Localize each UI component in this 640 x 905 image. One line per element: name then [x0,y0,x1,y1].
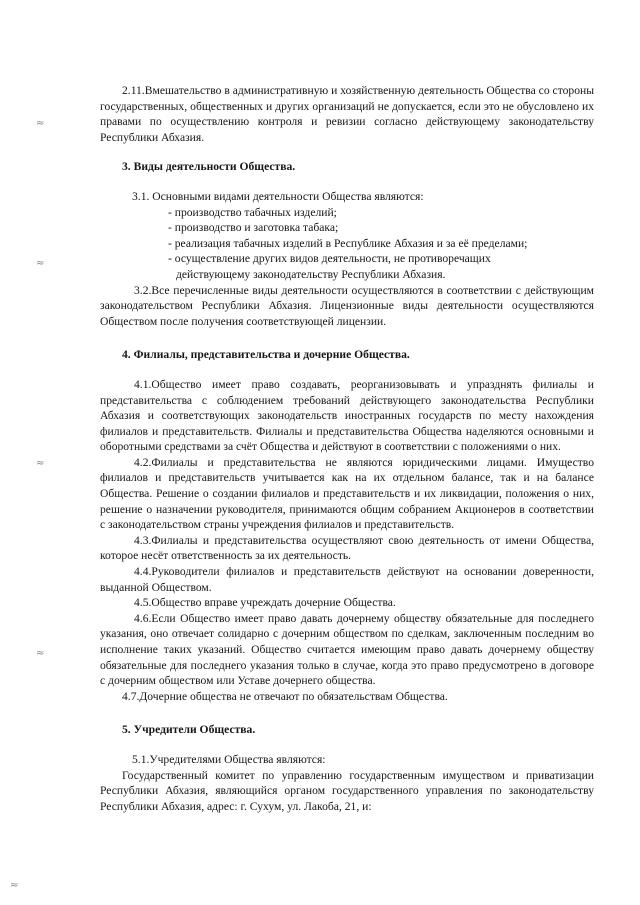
paragraph-4-6: 4.6.Если Общество имеет право давать дочернему обществу обязательные для последнего указания, оно отвечает солидарно с дочерним обществом по сделкам, заключенным последним во исполнение таких указаний. Общество считается имеющим право давать дочернему обществу обязательные для последнего указания только в случае, когда это право предусмотрено в договоре с дочерним обществом или Уставе дочернего общества. [100,611,594,688]
list-item: - производство и заготовка табака; [168,221,339,235]
list-item: - производство табачных изделий; [168,205,337,219]
paragraph-3-1-lead: 3.1. Основными видами деятельности Общества являются: [132,189,424,203]
paragraph-4-2: 4.2.Филиалы и представительства не являются юридическими лицами. Имущество филиалов и представительств учитывается как на их отдельном балансе, так и на балансе Общества. Решение о создании филиалов и представительств и их ликвидации, положения о них, решение о назначении руководителя, принимаются общим собранием Акционеров в соответствии с законодательством страны учреждения филиалов и представительств. [100,455,594,532]
activities-list [100,205,594,267]
section-5-heading: 5. Учредители Общества. [122,723,256,737]
list-item: - осуществление других видов деятельности, не противоречащих [168,252,491,266]
scan-mark: ≈ [36,458,45,469]
scan-mark: ≈ [36,258,45,269]
list-item-continuation: действующему законодательству Республики Абхазия. [176,267,446,281]
scan-mark: ≈ [36,648,45,659]
paragraph-5-body: Государственный комитет по управлению государственным имуществом и приватизации Республики Абхазия, являющийся органом государственного управления по законодательству Республики Абхазия, адрес: г. Сухум, ул. Лакоба, 21, и: [100,768,594,813]
paragraph-4-5: 4.5.Общество вправе учреждать дочерние Общества. [134,596,396,610]
section-4-heading: 4. Филиалы, представительства и дочерние Общества. [122,348,410,362]
paragraph-4-1: 4.1.Общество имеет право создавать, реорганизовывать и упразднять филиалы и представительства с соблюдением требований действующего законодательства Республики Абхазия и соответствующих законодательств иностранных государств по месту нахождения филиалов и представительств. Филиалы и представительства Общества наделяются основными и оборотными средствами за счёт Общества и действуют в соответствии с положениями о них. [100,377,594,454]
scan-mark: ≈ [36,118,45,129]
document-page [100,83,594,814]
paragraph-2-11: 2.11.Вмешательство в административную и хозяйственную деятельность Общества со стороны государственных, общественных и других организаций не допускается, если это не обусловлено их правами по осуществлению контроля и ревизии согласно действующему законодательству Республики Абхазия. [100,84,594,144]
paragraph-4-7: 4.7.Дочерние общества не отвечают по обязательствам Общества. [122,689,448,703]
paragraph-4-4: 4.4.Руководители филиалов и представительств действуют на основании доверенности, выданной Обществом. [100,565,594,594]
paragraph-5-1: 5.1.Учредителями Общества являются: [132,752,326,766]
scan-mark: ≈ [10,880,19,891]
section-3-heading: 3. Виды деятельности Общества. [122,160,296,174]
list-item: - реализация табачных изделий в Республике Абхазия и за её пределами; [168,236,528,250]
paragraph-4-3: 4.3.Филиалы и представительства осуществляют свою деятельность от имени Общества, которое несёт ответственность за их деятельность. [100,533,594,563]
paragraph-3-2: 3.2.Все перечисленные виды деятельности осуществляются в соответствии с действующим законодательством Республики Абхазия. Лицензионные виды деятельности осуществляются Обществом после получения соответствующей лицензии. [100,283,594,328]
